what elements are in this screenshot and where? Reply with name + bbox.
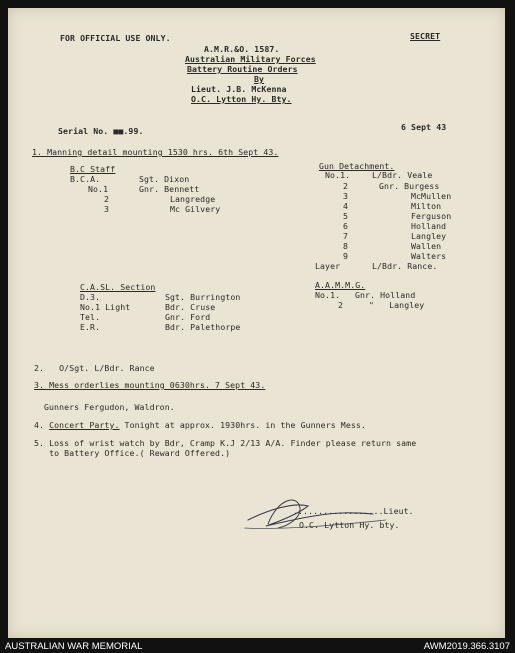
header-line-3: By	[254, 74, 265, 84]
item-3-heading: 3. Mess orderlies mounting 0630hrs. 7 Sept 43.	[34, 380, 266, 390]
document-page	[8, 8, 505, 638]
aammg-name: Gnr. Holland	[355, 290, 416, 300]
casl-section-role: No.1 Light	[80, 302, 131, 312]
bc-staff-title: B.C Staff	[70, 164, 116, 174]
gun-detachment-role: 8	[343, 241, 349, 251]
gun-detachment-role: 5	[343, 211, 349, 221]
item-2: 2. O/Sgt. L/Bdr. Rance	[34, 363, 155, 373]
bc-staff-name: Sgt. Dixon	[139, 174, 190, 184]
header-line-4: Lieut. J.B. McKenna	[191, 84, 287, 94]
item-5-line-1: 5. Loss of wrist watch by Bdr, Cramp K.J 2/13 A/A. Finder please return same	[34, 438, 417, 448]
aammg-title: A.A.M.M.G.	[315, 280, 366, 290]
gun-detachment-name: Milton	[411, 201, 442, 211]
footer-right: AWM2019.366.3107	[423, 641, 510, 652]
classification-right: SECRET	[410, 31, 441, 41]
signature-line: ..................Lieut.	[293, 506, 414, 516]
footer-left: AUSTRALIAN WAR MEMORIAL	[5, 641, 143, 652]
bc-staff-role: 2	[104, 194, 110, 204]
casl-section-role: Tel.	[80, 312, 101, 322]
gun-detachment-name: L/Bdr. Rance.	[372, 261, 438, 271]
bc-staff-name: Gnr. Bennett	[139, 184, 200, 194]
gun-detachment-role: 7	[343, 231, 349, 241]
bc-staff-name: Mc Gilvery	[170, 204, 221, 214]
gun-detachment-name: Holland	[411, 221, 447, 231]
gun-detachment-name: Langley	[411, 231, 447, 241]
header-line-2: Battery Routine Orders	[187, 64, 298, 74]
gun-detachment-role: 6	[343, 221, 349, 231]
gun-detachment-role: No.1.	[325, 170, 351, 180]
gun-detachment-name: Walters	[411, 251, 447, 261]
casl-section-name: Bdr. Cruse	[165, 302, 216, 312]
casl-section-role: E.R.	[80, 322, 101, 332]
bc-staff-name: Langredge	[170, 194, 216, 204]
order-reference: A.M.R.&O. 1587.	[204, 44, 280, 54]
aammg-role: No.1.	[315, 290, 341, 300]
gun-detachment-name: Ferguson	[411, 211, 452, 221]
gun-detachment-role: 3	[343, 191, 349, 201]
item-4-body: Tonight at approx. 1930hrs. in the Gunners Mess.	[119, 420, 366, 430]
gun-detachment-role: Layer	[315, 261, 341, 271]
gun-detachment-role: 2	[343, 181, 349, 191]
casl-section-role: D.3.	[80, 292, 101, 302]
item-4-heading: Concert Party.	[49, 420, 120, 430]
item-4-number: 4.	[34, 420, 45, 430]
header-line-1: Australian Military Forces	[185, 54, 316, 64]
classification-left: FOR OFFICIAL USE ONLY.	[60, 33, 171, 43]
gun-detachment-name: Wallen	[411, 241, 442, 251]
bc-staff-role: No.1	[88, 184, 109, 194]
gun-detachment-role: 4	[343, 201, 349, 211]
serial-date: 6 Sept 43	[401, 122, 447, 132]
gun-detachment-title: Gun Detachment.	[319, 161, 395, 171]
bc-staff-role: B.C.A.	[70, 174, 101, 184]
gun-detachment-name: L/Bdr. Veale	[372, 170, 433, 180]
gun-detachment-role: 9	[343, 251, 349, 261]
casl-section-title: C.A.SL. Section	[80, 282, 156, 292]
aammg-role: 2	[338, 300, 344, 310]
item-3-body: Gunners Fergudon, Waldron.	[44, 402, 175, 412]
bc-staff-role: 3	[104, 204, 110, 214]
header-line-5: O.C. Lytton Hy. Bty.	[191, 94, 292, 104]
gun-detachment-name: McMullen	[411, 191, 452, 201]
serial-number: Serial No. ■■.99.	[58, 126, 144, 136]
aammg-name: " Langley	[369, 300, 425, 310]
item-1-heading: 1. Manning detail mounting 1530 hrs. 6th Sept 43.	[32, 147, 279, 157]
item-4	[34, 420, 366, 430]
casl-section-name: Sgt. Burrington	[165, 292, 241, 302]
gun-detachment-name: Gnr. Burgess	[379, 181, 440, 191]
item-5-line-2: to Battery Office.( Reward Offered.)	[34, 448, 231, 458]
signature-title: O.C. Lytton Hy. bty.	[299, 520, 400, 530]
casl-section-name: Gnr. Ford	[165, 312, 211, 322]
casl-section-name: Bdr. Palethorpe	[165, 322, 241, 332]
